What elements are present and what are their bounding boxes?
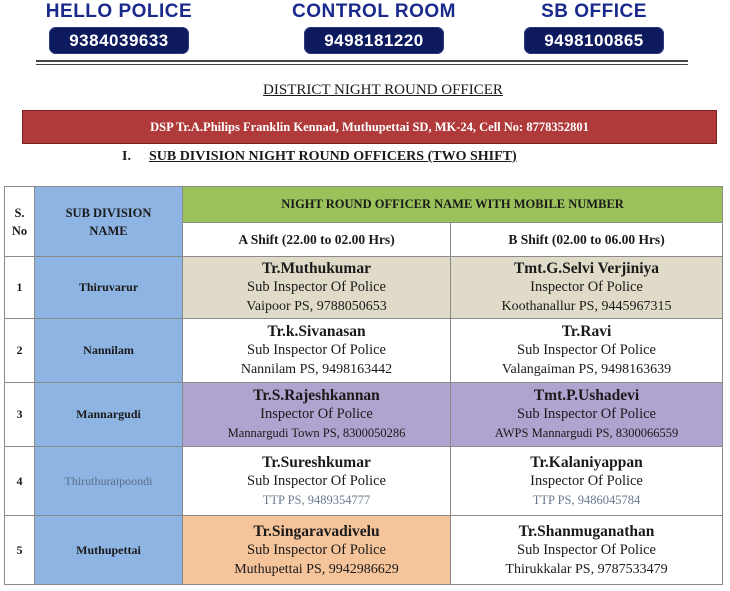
officer-station: Thirukkalar PS, 9787533479 — [505, 561, 668, 577]
officer-name: Tr.Kalaniyappan — [530, 453, 643, 471]
control-room-block — [285, 0, 463, 54]
officer-name: Tmt.G.Selvi Verjiniya — [513, 260, 660, 277]
shift-b-officer — [451, 447, 723, 516]
hello-police-title: HELLO POLICE — [45, 1, 193, 22]
table-row — [5, 447, 723, 516]
row-sno: 2 — [5, 319, 35, 383]
officer-rank: Sub Inspector Of Police — [517, 342, 656, 358]
row-sno: 5 — [5, 516, 35, 585]
officer-station: TTP PS, 9486045784 — [532, 492, 641, 507]
shift-b-officer — [451, 383, 723, 447]
officer-station: AWPS Mannargudi PS, 8300066559 — [494, 426, 679, 440]
sb-office-title: SB OFFICE — [541, 1, 647, 22]
officer-rank: Sub Inspector Of Police — [247, 342, 386, 358]
officer-rank: Sub Inspector Of Police — [517, 406, 656, 422]
officer-name: Tr.Muthukumar — [262, 260, 371, 277]
officer-name: Tr.Sureshkumar — [262, 453, 371, 471]
officer-name: Tr.Shanmuganathan — [518, 522, 655, 540]
row-sno: 1 — [5, 257, 35, 319]
table-row — [5, 319, 723, 383]
shift-a-officer — [183, 383, 451, 447]
table-row — [5, 516, 723, 585]
hello-police-number: 9384039633 — [49, 27, 189, 54]
shift-b-officer — [451, 516, 723, 585]
officer-rank: Inspector Of Police — [530, 279, 643, 295]
header-divider-thick — [36, 60, 688, 62]
officer-station: TTP PS, 9489354777 — [262, 492, 371, 507]
officer-rank: Inspector Of Police — [260, 406, 373, 422]
row-subdivision: Nannilam — [35, 319, 183, 383]
officer-station: Mannargudi Town PS, 8300050286 — [227, 426, 406, 440]
control-room-title: CONTROL ROOM — [292, 1, 456, 22]
row-sno: 3 — [5, 383, 35, 447]
row-subdivision: Thiruthuraipoondi — [35, 447, 183, 516]
section-title: SUB DIVISION NIGHT ROUND OFFICERS (TWO SHIFT) — [148, 149, 517, 164]
officer-name: Tr.Ravi — [561, 323, 612, 340]
row-subdivision: Muthupettai — [35, 516, 183, 585]
hello-police-block — [40, 0, 198, 54]
officer-rank: Sub Inspector Of Police — [247, 472, 386, 489]
control-room-number: 9498181220 — [304, 27, 444, 54]
header-shift-b: B Shift (02.00 to 06.00 Hrs) — [451, 223, 723, 257]
sb-office-number: 9498100865 — [524, 27, 664, 54]
header-sno — [5, 187, 35, 257]
district-title: DISTRICT NIGHT ROUND OFFICER — [263, 82, 503, 98]
header-night-round: NIGHT ROUND OFFICER NAME WITH MOBILE NUMBER — [183, 187, 723, 223]
officer-name: Tr.k.Sivanasan — [267, 323, 366, 340]
officer-station: Koothanallur PS, 9445967315 — [501, 299, 672, 314]
officer-name: Tmt.P.Ushadevi — [533, 387, 640, 404]
officer-rank: Sub Inspector Of Police — [517, 541, 656, 558]
header-subdivision-line1: SUB DIVISION — [65, 205, 152, 220]
officer-station: Valangaiman PS, 9498163639 — [501, 362, 672, 377]
row-sno: 4 — [5, 447, 35, 516]
officer-rank: Inspector Of Police — [530, 472, 643, 489]
shift-a-officer — [183, 516, 451, 585]
sb-office-block — [524, 0, 664, 54]
header-shift-a: A Shift (22.00 to 02.00 Hrs) — [183, 223, 451, 257]
section-number: I. — [122, 149, 131, 164]
header-divider-thin — [36, 64, 688, 65]
row-subdivision: Mannargudi — [35, 383, 183, 447]
header-subdivision — [35, 187, 183, 257]
shift-a-officer — [183, 319, 451, 383]
shift-a-officer — [183, 447, 451, 516]
header-sno-line2: No — [11, 223, 28, 238]
table-row — [5, 257, 723, 319]
officer-name: Tr.Singaravadivelu — [253, 522, 380, 540]
shift-b-officer — [451, 257, 723, 319]
table-row — [5, 383, 723, 447]
officer-rank: Sub Inspector Of Police — [247, 279, 386, 295]
officer-station: Vaipoor PS, 9788050653 — [246, 299, 387, 314]
officer-name: Tr.S.Rajeshkannan — [253, 387, 380, 404]
header-sno-line1: S. — [14, 205, 25, 220]
shift-b-officer — [451, 319, 723, 383]
row-subdivision: Thiruvarur — [35, 257, 183, 319]
officer-station: Muthupettai PS, 9942986629 — [234, 561, 399, 577]
header-subdivision-line2: NAME — [89, 223, 128, 238]
night-round-table — [4, 186, 723, 585]
shift-a-officer — [183, 257, 451, 319]
section-heading — [122, 149, 517, 165]
dsp-banner: DSP Tr.A.Philips Franklin Kennad, Muthupettai SD, MK-24, Cell No: 8778352801 — [22, 110, 717, 144]
officer-station: Nannilam PS, 9498163442 — [240, 362, 393, 377]
officer-rank: Sub Inspector Of Police — [247, 541, 386, 558]
